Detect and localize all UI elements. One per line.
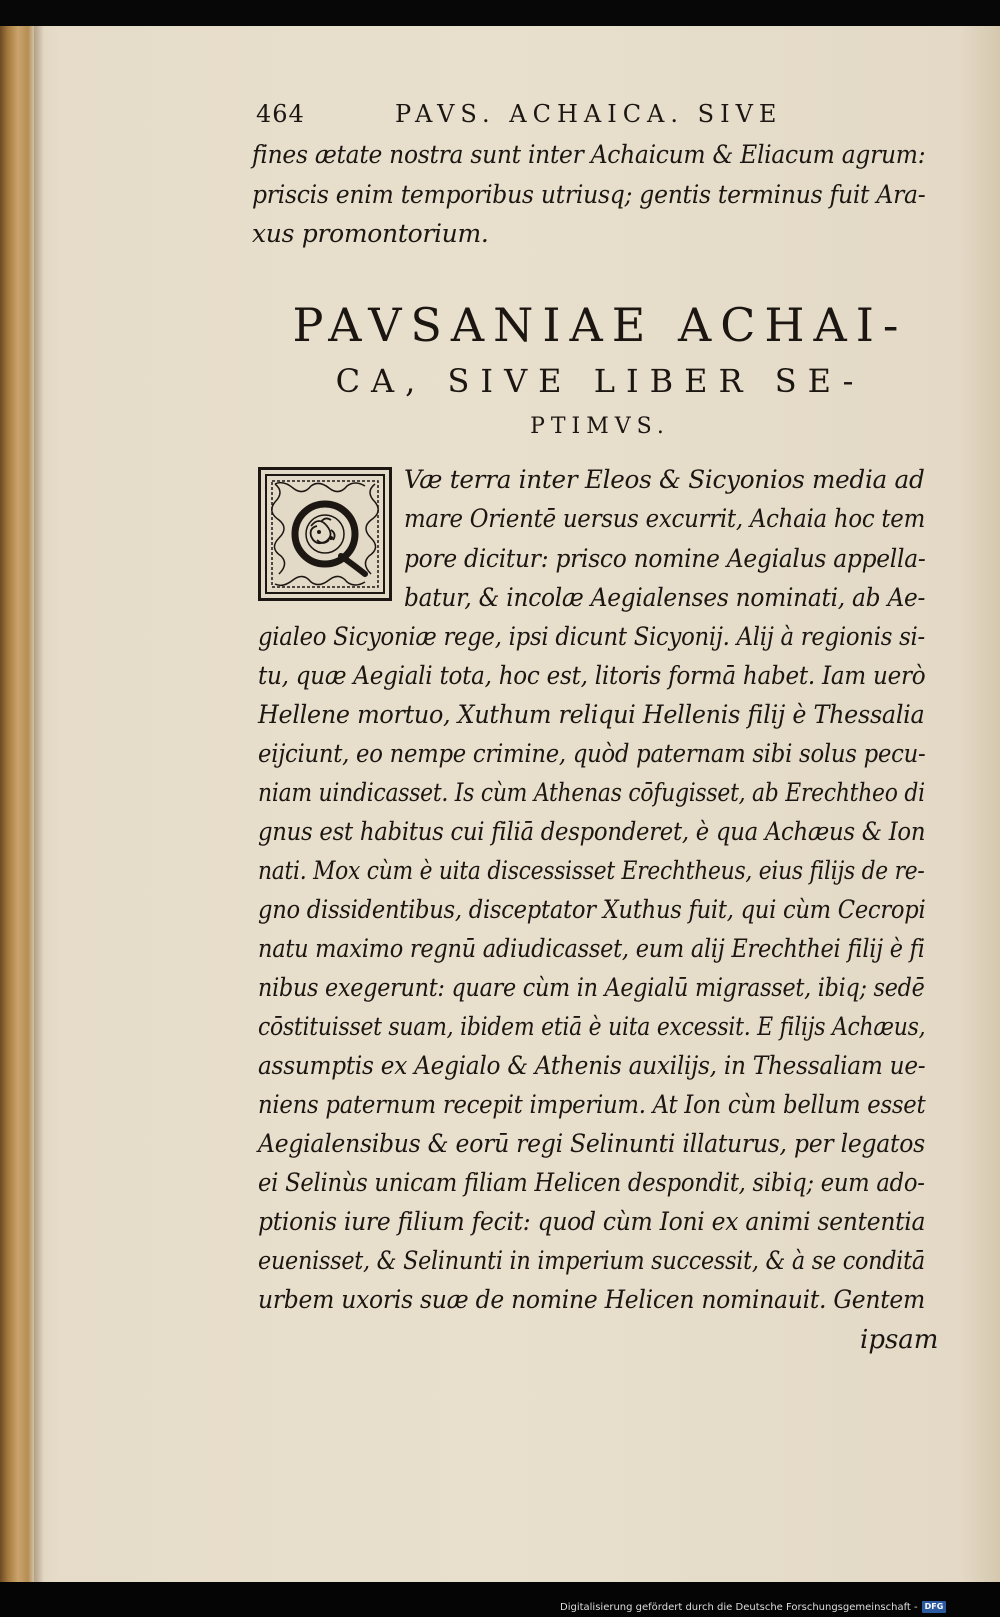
text-line: niens paternum recepit imperium. At Ion cùm bellum esset xyxy=(258,1090,926,1120)
text-line: gnus est habitus cui filiā desponderet, è qua Achæus & Ion xyxy=(258,817,926,847)
text-line: ptionis iure filium fecit: quod cùm Ioni ex animi sententia xyxy=(258,1207,926,1237)
text-line: euenisset, & Selinunti in imperium successit, & à se conditā xyxy=(258,1246,925,1276)
running-title: PAVS. ACHAICA. SIVE xyxy=(395,100,783,128)
book-title-line-3: PTIMVS. xyxy=(530,414,670,439)
intro-line: fines ætate nostra sunt inter Achaicum & Eliacum agrum: xyxy=(252,140,926,169)
page-number: 464 xyxy=(256,100,305,128)
text-line: assumptis ex Aegialo & Athenis auxilijs, in Thessaliam ue- xyxy=(258,1051,926,1081)
ornament-icon xyxy=(261,470,389,598)
text-line: batur, & incolæ Aegialenses nominati, ab Ae- xyxy=(404,583,926,613)
text-line: tu, quæ Aegiali tota, hoc est, litoris formā habet. Iam uerò xyxy=(258,661,926,691)
text-line: ei Selinùs unicam filiam Helicen despondit, sibiq; eum ado- xyxy=(258,1168,925,1198)
intro-line: priscis enim temporibus utriusq; gentis terminus fuit Ara- xyxy=(252,180,926,209)
text-line: pore dicitur: prisco nomine Aegialus appella- xyxy=(404,544,926,574)
spine-shadow xyxy=(34,26,44,1582)
intro-line: xus promontorium. xyxy=(252,219,489,248)
catchword: ipsam xyxy=(860,1325,939,1355)
text-line: gno dissidentibus, disceptator Xuthus fuit, qui cùm Cecropi xyxy=(258,895,926,925)
book-title-line-1: PAVSANIAE ACHAI- xyxy=(292,298,908,352)
text-line: mare Orientē uersus excurrit, Achaia hoc tem xyxy=(404,504,926,534)
text-line: eijciunt, eo nempe crimine, quòd paternam sibi solus pecu- xyxy=(258,739,926,769)
text-line: Aegialensibus & eorū regi Selinunti illaturus, per legatos xyxy=(258,1129,925,1159)
text-line: niam uindicasset. Is cùm Athenas cōfugisset, ab Erechtheo di xyxy=(258,778,925,808)
book-spine xyxy=(0,26,34,1582)
dfg-logo-icon: DFG xyxy=(922,1601,947,1613)
text-line: nibus exegerunt: quare cùm in Aegialū migrasset, ibiq; sedē xyxy=(258,973,925,1003)
book-title-line-2: CA, SIVE LIBER SE- xyxy=(335,362,865,400)
digitization-footer xyxy=(560,1600,946,1614)
text-line: urbem uxoris suæ de nomine Helicen nominauit. Gentem xyxy=(258,1285,925,1315)
footer-text: Digitalisierung gefördert durch die Deutsche Forschungsgemeinschaft - xyxy=(560,1601,918,1613)
text-line: Væ terra inter Eleos & Sicyonios media ad xyxy=(404,465,925,495)
text-line: natu maximo regnū adiudicasset, eum alij Erechthei filij è fi xyxy=(258,934,925,964)
text-line: Hellene mortuo, Xuthum reliqui Hellenis filij è Thessalia xyxy=(258,700,925,730)
text-line: nati. Mox cùm è uita discessisset Erechtheus, eius filijs de re- xyxy=(258,856,925,886)
top-border xyxy=(0,0,1000,26)
decorated-initial xyxy=(258,467,392,601)
text-line: cōstituisset suam, ibidem etiā è uita excessit. E filijs Achæus, xyxy=(258,1012,926,1042)
text-line: gialeo Sicyoniæ rege, ipsi dicunt Sicyonij. Alij à regionis si- xyxy=(258,622,925,652)
